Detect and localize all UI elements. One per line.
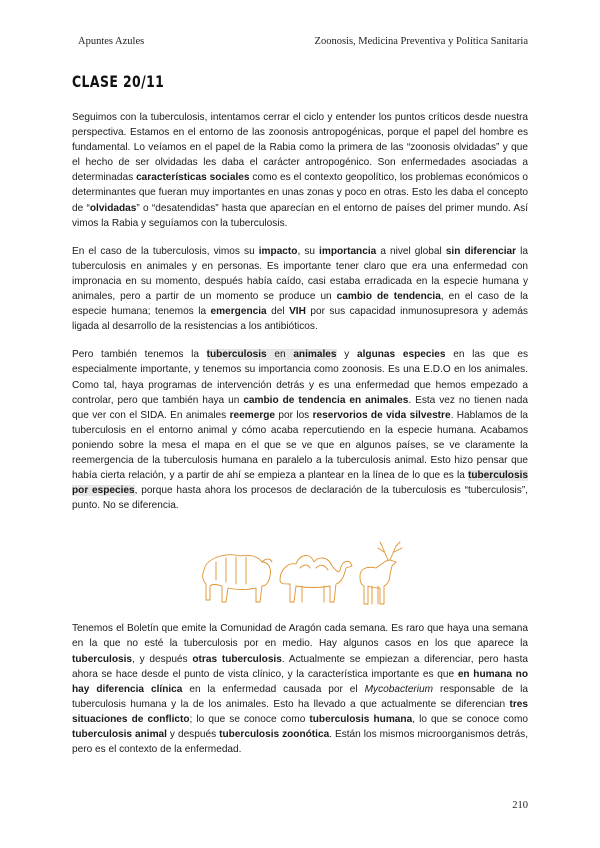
text-run: Tenemos el Boletín que emite la Comunidad de Aragón cada semana. Es raro que haya una semana en la que no esté la tuberculosis por en medio. Hay algunos casos en los que aparece la	[72, 623, 528, 650]
page-number: 210	[512, 800, 528, 811]
text-run: animales	[293, 349, 337, 361]
text-run: en las que es especialmente importante, y tenemos su importancia como zoonosis. Es una E.D.O en los animales. Como tal, haya programas de intervención detrás y es una enfermedad que hemos empezado a controlar, pero que también haya un	[72, 349, 528, 406]
text-run: ” o “desatendidas” hasta que aparecían en el entorno de países del primer mundo. Así vimos la Rabia y seguíamos con la tuberculosis.	[72, 202, 529, 229]
text-run: cambio de tendencia	[336, 291, 441, 303]
paragraph-3	[72, 347, 528, 513]
text-run: . Esta vez no tienen nada que ver con el SIDA. En animales	[72, 394, 528, 421]
document-body	[72, 110, 528, 770]
text-run: tuberculosis zoonótica	[219, 729, 330, 740]
text-run: por los	[275, 409, 313, 421]
text-run: del	[266, 306, 290, 318]
text-run: Mycobacterium	[364, 683, 434, 695]
paragraph-2	[72, 244, 528, 335]
text-run: . Están los mismos microorganismos detrás, pero es el contexto de la enfermedad.	[72, 729, 529, 756]
text-run: en	[266, 349, 294, 361]
text-run: VIH	[289, 306, 306, 318]
text-run: , lo que se conoce como	[412, 713, 528, 725]
text-run: algunas especies	[357, 349, 446, 361]
header-right: Zoonosis, Medicina Preventiva y Política Sanitaria	[314, 36, 528, 47]
text-run: importancia	[319, 245, 377, 257]
header-left: Apuntes Azules	[78, 36, 145, 47]
text-run: sin diferenciar	[445, 245, 517, 257]
page-title: CLASE 20/11	[72, 72, 165, 91]
paragraph-1	[72, 110, 528, 231]
text-run: otras tuberculosis	[192, 653, 282, 665]
animals-illustration	[196, 540, 410, 616]
deer-icon	[360, 542, 402, 604]
text-run: olvidadas	[89, 202, 137, 214]
text-run: En el caso de la tuberculosis, vimos su	[72, 245, 259, 257]
text-run: impacto	[258, 245, 298, 257]
page-header	[72, 36, 528, 50]
text-run: reservorios de vida silvestre	[312, 409, 451, 421]
text-run: y después	[166, 729, 220, 740]
text-run: Seguimos con la tuberculosis, intentamos cerrar el ciclo y entender los puntos críticos desde nuestra perspectiva. Estamos en el entorno de las zoonosis antropogénicas, porque el papel del hombre es fundamental. Lo veíamos en el papel de la Rabia como la primera de las “zoonosis olvidadas” y que el hecho de ser olvidadas les daba el carácter antropogénico. Son enfermedades asociadas a determinadas	[72, 112, 528, 184]
text-run: , en el caso de la especie humana; tenemos la	[72, 291, 529, 318]
text-run: tres situaciones de conflicto	[72, 698, 528, 725]
bison-icon	[203, 555, 272, 602]
text-run: reemerge	[229, 409, 276, 421]
text-run: Pero también tenemos la	[72, 349, 207, 361]
camel-icon	[280, 555, 352, 602]
text-run: por sus capacidad inmunosupresora y además ligada al desarrollo de la resistencias a los antibióticos.	[72, 306, 528, 333]
text-run: emergencia	[210, 306, 267, 318]
text-run: a nivel global	[376, 245, 446, 257]
text-run: características sociales	[136, 172, 250, 184]
text-run: , su	[297, 245, 320, 257]
text-run: y	[336, 349, 357, 361]
text-run: la tuberculosis en animales y en personas. Es importante tener claro que era una enfermedad con impronacia en su momento, después había caído, casi estaba erradicada en la especie humana y animales, pero a partir de un momento se produce un	[72, 245, 528, 303]
text-run: tuberculosis	[206, 349, 267, 361]
text-run: ; lo que se conoce como	[189, 713, 310, 725]
text-run: . Hablamos de la tuberculosis en el entorno animal y cómo acaba repercutiendo en la especie humana. Acabamos poniendo sobre la mesa el mapa en el que se ve que en algunos países, se ve claramente la reemergencia de la tuberculosis humana en paralelo a la tuberculosis animal. Esto hizo pensar que había cierta relación, y a partir de ahí se empieza a plantear en la línea de lo que es la	[72, 409, 528, 482]
text-run: tuberculosis animal	[72, 729, 167, 740]
paragraph-4	[72, 621, 528, 757]
text-run: tuberculosis humana	[309, 713, 413, 725]
text-run: cambio de tendencia en animales	[243, 394, 409, 406]
text-run: en la enfermedad causada por el	[182, 683, 365, 695]
text-run: , porque hasta ahora los procesos de declaración de la tuberculosis es “tuberculosis”, punto. No se diferencia.	[72, 485, 528, 512]
text-run: tuberculosis	[72, 653, 133, 665]
text-run: en humana no hay diferencia clínica	[72, 668, 528, 695]
text-run: tuberculosis por especies	[72, 470, 528, 497]
text-run: , y después	[132, 653, 193, 665]
text-run: como es el contexto geopolítico, los problemas económicos o determinantes que fueran muy importantes en unas zonas y poco en otras. Esto les daba el concepto de “	[72, 172, 529, 214]
text-run: . Actualmente se empiezan a diferenciar, pero hasta ahora se hace desde el punto de vista clínico, y la característica importante es que	[72, 653, 528, 680]
text-run: responsable de la tuberculosis humana y la de los animales. Esto ha llevado a que actualmente se diferencian	[72, 683, 528, 710]
